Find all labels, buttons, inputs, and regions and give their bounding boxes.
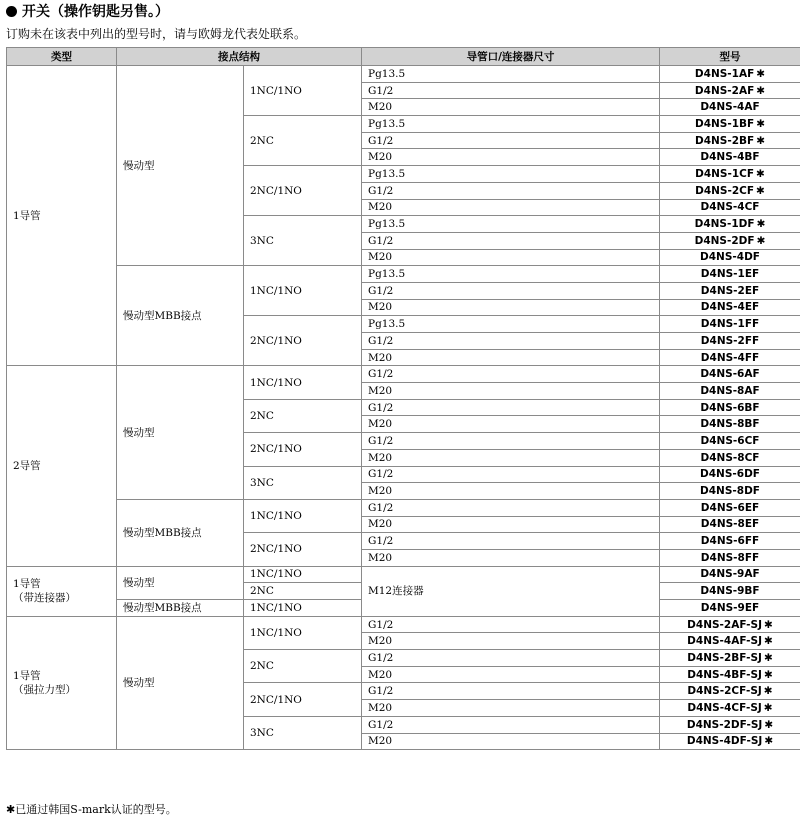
- model-code: D4NS-4DF: [700, 251, 760, 264]
- model-cell: [660, 700, 800, 717]
- bullet-dot-icon: [6, 6, 17, 17]
- conduit-cell: Pg13.5: [362, 216, 660, 233]
- smark-star: ✱: [756, 167, 765, 180]
- subtype-cell: 慢动型MBB接点: [117, 266, 244, 366]
- model-code: D4NS-4AF-SJ: [687, 635, 763, 648]
- contact-cell: 2NC/1NO: [244, 533, 362, 566]
- model-code: D4NS-6AF: [700, 368, 760, 381]
- conduit-cell: M12连接器: [362, 566, 660, 616]
- type-line-2: （强拉力型）: [13, 683, 76, 696]
- smark-star: ✱: [756, 184, 765, 197]
- smark-star: ✱: [763, 651, 773, 664]
- smark-star: ✱: [756, 234, 766, 247]
- model-code: D4NS-2AF: [694, 84, 755, 97]
- contact-cell: 3NC: [244, 466, 362, 499]
- model-cell: [660, 483, 800, 500]
- conduit-cell: M20: [362, 383, 660, 400]
- model-code: D4NS-8CF: [700, 451, 760, 464]
- contact-cell: 2NC/1NO: [244, 433, 362, 466]
- model-code: D4NS-4FF: [700, 351, 760, 364]
- model-cell: [660, 616, 800, 633]
- model-code: D4NS-4BF: [700, 151, 760, 164]
- model-code: D4NS-9EF: [700, 601, 760, 614]
- conduit-cell: G1/2: [362, 282, 660, 299]
- model-cell: [660, 583, 800, 600]
- model-cell: [660, 416, 800, 433]
- contact-cell: 2NC: [244, 399, 362, 432]
- table-row: [7, 366, 800, 383]
- conduit-cell: M20: [362, 149, 660, 166]
- conduit-cell: Pg13.5: [362, 166, 660, 183]
- model-cell: [660, 282, 800, 299]
- model-cell: [660, 316, 800, 333]
- contact-cell: 2NC: [244, 116, 362, 166]
- contact-cell: 3NC: [244, 216, 362, 266]
- model-code: D4NS-2DF-SJ: [686, 718, 763, 731]
- header-contact-form: 接点结构: [117, 48, 362, 66]
- intro-text: 订购未在该表中列出的型号时，请与欧姆龙代表处联系。: [6, 27, 307, 41]
- smark-star: ✱: [763, 668, 773, 681]
- smark-star: ✱: [756, 134, 766, 147]
- model-cell: [660, 149, 800, 166]
- model-code: D4NS-2FF: [700, 334, 760, 347]
- conduit-cell: G1/2: [362, 399, 660, 416]
- header-conduit-size: 导管口/连接器尺寸: [362, 48, 660, 66]
- model-cell: [660, 132, 800, 149]
- model-cell: [660, 666, 800, 683]
- model-code: D4NS-8BF: [700, 418, 760, 431]
- smark-star: ✱: [764, 635, 773, 648]
- type-line-1: 1导管: [13, 578, 41, 591]
- model-code: D4NS-2BF-SJ: [687, 651, 762, 664]
- model-code: D4NS-2BF: [694, 134, 755, 147]
- type-cell: 1导管: [7, 66, 117, 366]
- model-code: D4NS-2EF: [700, 284, 760, 297]
- model-code: D4NS-4AF: [700, 101, 760, 114]
- model-cell: [660, 650, 800, 667]
- header-model: 型号: [660, 48, 800, 66]
- model-code: D4NS-1DF: [694, 218, 755, 231]
- model-cell: [660, 116, 800, 133]
- conduit-cell: M20: [362, 249, 660, 266]
- model-cell: [660, 600, 800, 617]
- conduit-cell: Pg13.5: [362, 316, 660, 333]
- conduit-cell: M20: [362, 99, 660, 116]
- conduit-cell: M20: [362, 299, 660, 316]
- conduit-cell: G1/2: [362, 499, 660, 516]
- conduit-cell: M20: [362, 549, 660, 566]
- contact-cell: 1NC/1NO: [244, 600, 362, 617]
- smark-star: ✱: [756, 218, 766, 231]
- conduit-cell: G1/2: [362, 82, 660, 99]
- conduit-cell: G1/2: [362, 533, 660, 550]
- model-cell: [660, 66, 800, 83]
- model-code: D4NS-1EF: [700, 268, 760, 281]
- conduit-cell: Pg13.5: [362, 116, 660, 133]
- model-code: D4NS-4EF: [700, 301, 760, 314]
- model-cell: [660, 182, 800, 199]
- subtype-cell: 慢动型: [117, 366, 244, 500]
- contact-cell: 2NC/1NO: [244, 683, 362, 716]
- contact-cell: 2NC: [244, 583, 362, 600]
- model-code: D4NS-4CF: [700, 201, 760, 214]
- model-cell: [660, 199, 800, 216]
- contact-cell: 1NC/1NO: [244, 499, 362, 532]
- model-cell: [660, 82, 800, 99]
- model-cell: [660, 383, 800, 400]
- model-code: D4NS-6DF: [700, 468, 760, 481]
- contact-cell: 1NC/1NO: [244, 266, 362, 316]
- conduit-cell: G1/2: [362, 333, 660, 350]
- model-code: D4NS-2CF: [695, 184, 755, 197]
- smark-star: ✱: [763, 701, 773, 714]
- table-header-row: [7, 48, 800, 66]
- model-cell: [660, 349, 800, 366]
- smark-star: ✱: [764, 618, 773, 631]
- subtype-cell: 慢动型: [117, 616, 244, 750]
- smark-star: ✱: [764, 735, 774, 748]
- model-code: D4NS-1BF: [694, 117, 755, 130]
- conduit-cell: G1/2: [362, 132, 660, 149]
- conduit-cell: M20: [362, 633, 660, 650]
- conduit-cell: M20: [362, 516, 660, 533]
- model-cell: [660, 399, 800, 416]
- model-code: D4NS-8EF: [700, 518, 760, 531]
- model-cell: [660, 99, 800, 116]
- conduit-cell: Pg13.5: [362, 66, 660, 83]
- model-code: D4NS-8FF: [700, 551, 760, 564]
- switch-model-table: [6, 47, 800, 750]
- conduit-cell: M20: [362, 349, 660, 366]
- conduit-cell: M20: [362, 666, 660, 683]
- table-row: [7, 499, 800, 516]
- model-cell: [660, 499, 800, 516]
- conduit-cell: G1/2: [362, 182, 660, 199]
- model-code: D4NS-1AF: [694, 67, 755, 80]
- table-row: [7, 616, 800, 633]
- model-code: D4NS-2DF: [694, 234, 755, 247]
- model-cell: [660, 266, 800, 283]
- model-code: D4NS-9BF: [700, 585, 760, 598]
- contact-cell: 2NC/1NO: [244, 166, 362, 216]
- model-cell: [660, 683, 800, 700]
- model-code: D4NS-9AF: [700, 568, 760, 581]
- contact-cell: 3NC: [244, 716, 362, 749]
- conduit-cell: G1/2: [362, 366, 660, 383]
- conduit-cell: G1/2: [362, 232, 660, 249]
- model-cell: [660, 299, 800, 316]
- subtype-cell: 慢动型MBB接点: [117, 600, 244, 617]
- model-code: D4NS-2CF-SJ: [687, 685, 762, 698]
- type-cell: [7, 566, 117, 616]
- conduit-cell: Pg13.5: [362, 266, 660, 283]
- conduit-cell: G1/2: [362, 433, 660, 450]
- model-cell: [660, 549, 800, 566]
- conduit-cell: M20: [362, 733, 660, 750]
- model-cell: [660, 232, 800, 249]
- model-cell: [660, 366, 800, 383]
- conduit-cell: M20: [362, 483, 660, 500]
- model-code: D4NS-4CF-SJ: [687, 701, 762, 714]
- smark-star: ✱: [756, 117, 766, 130]
- subtype-cell: 慢动型: [117, 566, 244, 599]
- conduit-cell: G1/2: [362, 683, 660, 700]
- table-row: [7, 66, 800, 83]
- conduit-cell: M20: [362, 449, 660, 466]
- smark-star: ✱: [756, 84, 766, 97]
- table-row: [7, 266, 800, 283]
- model-cell: [660, 449, 800, 466]
- model-cell: [660, 516, 800, 533]
- model-cell: [660, 733, 800, 750]
- type-line-2: （带连接器）: [13, 592, 76, 605]
- model-code: D4NS-4DF-SJ: [686, 735, 763, 748]
- model-cell: [660, 533, 800, 550]
- model-cell: [660, 433, 800, 450]
- conduit-cell: G1/2: [362, 716, 660, 733]
- table-row: [7, 566, 800, 583]
- model-cell: [660, 216, 800, 233]
- model-code: D4NS-1CF: [695, 167, 755, 180]
- type-line-1: 1导管: [13, 669, 41, 682]
- conduit-cell: G1/2: [362, 650, 660, 667]
- model-code: D4NS-6CF: [700, 434, 760, 447]
- conduit-cell: M20: [362, 700, 660, 717]
- model-code: D4NS-6BF: [700, 401, 760, 414]
- model-cell: [660, 166, 800, 183]
- contact-cell: 1NC/1NO: [244, 616, 362, 649]
- model-cell: [660, 716, 800, 733]
- conduit-cell: G1/2: [362, 616, 660, 633]
- footnote: ✱已通过韩国S-mark认证的型号。: [6, 803, 177, 816]
- model-cell: [660, 466, 800, 483]
- model-code: D4NS-6FF: [700, 535, 760, 548]
- contact-cell: 1NC/1NO: [244, 566, 362, 583]
- conduit-cell: M20: [362, 199, 660, 216]
- model-cell: [660, 249, 800, 266]
- smark-star: ✱: [764, 718, 774, 731]
- section-title-text: 开关（操作钥匙另售。）: [22, 4, 169, 20]
- model-cell: [660, 633, 800, 650]
- model-cell: [660, 333, 800, 350]
- smark-star: ✱: [756, 67, 766, 80]
- type-cell: 2导管: [7, 366, 117, 566]
- conduit-cell: G1/2: [362, 466, 660, 483]
- subtype-cell: 慢动型MBB接点: [117, 499, 244, 566]
- conduit-cell: M20: [362, 416, 660, 433]
- model-code: D4NS-8DF: [700, 485, 760, 498]
- contact-cell: 1NC/1NO: [244, 366, 362, 399]
- model-code: D4NS-4BF-SJ: [687, 668, 762, 681]
- model-code: D4NS-2AF-SJ: [687, 618, 763, 631]
- contact-cell: 2NC/1NO: [244, 316, 362, 366]
- model-code: D4NS-8AF: [700, 384, 760, 397]
- model-code: D4NS-6EF: [700, 501, 760, 514]
- model-cell: [660, 566, 800, 583]
- contact-cell: 2NC: [244, 650, 362, 683]
- contact-cell: 1NC/1NO: [244, 66, 362, 116]
- model-code: D4NS-1FF: [700, 318, 760, 331]
- type-cell: [7, 616, 117, 750]
- subtype-cell: 慢动型: [117, 66, 244, 266]
- header-type: 类型: [7, 48, 117, 66]
- section-title: [6, 3, 169, 21]
- smark-star: ✱: [763, 685, 773, 698]
